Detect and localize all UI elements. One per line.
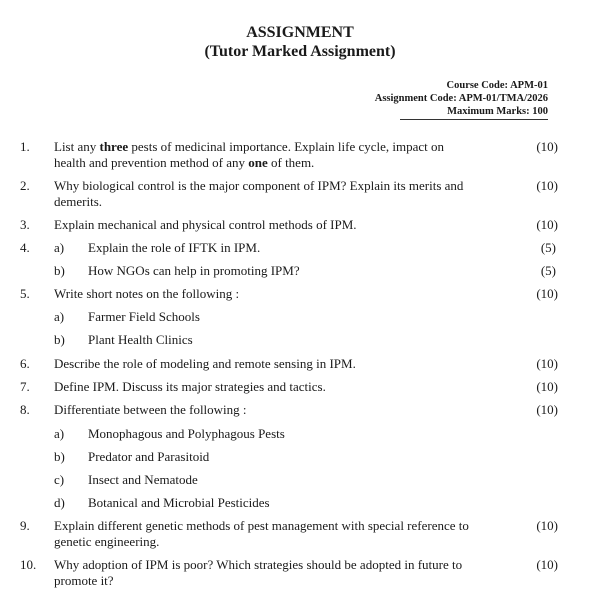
question-number: 8. [20,402,30,417]
question-text: Describe the role of modeling and remote sensing in IPM. [54,356,356,371]
question-marks: (10) [536,356,558,371]
question-number: 9. [20,518,30,533]
question-marks: (10) [536,379,558,394]
sub-label: a) [54,309,65,324]
sub-label: d) [54,495,65,510]
maximum-marks: Maximum Marks: 100 [447,106,548,117]
question-marks: (5) [540,263,556,278]
question-text: Explain different genetic methods of pest management with special reference to [54,518,469,533]
question-text: health and prevention method of any one of them. [54,155,315,170]
question-text: demerits. [54,194,103,209]
question-number: 3. [20,217,30,232]
question-number: 2. [20,178,30,193]
question-text: Why adoption of IPM is poor? Which strategies should be adopted in future to [54,557,463,572]
sub-text: Insect and Nematode [88,472,198,487]
question-text: List any three pests of medicinal importance. Explain life cycle, impact on [54,139,445,154]
question-text: Why biological control is the major component of IPM? Explain its merits and [54,178,464,193]
question-marks: (10) [536,178,558,193]
question-marks: (10) [536,518,558,533]
sub-label: a) [54,426,65,441]
question-text: Explain mechanical and physical control methods of IPM. [54,217,357,232]
sub-text: Farmer Field Schools [88,309,200,324]
sub-text: Explain the role of IFTK in IPM. [88,240,261,255]
course-code: Course Code: APM-01 [446,80,548,91]
sub-text: Monophagous and Polyphagous Pests [88,426,285,441]
sub-text: Predator and Parasitoid [88,449,210,464]
question-marks: (5) [540,240,556,255]
sub-label: b) [54,449,65,464]
sub-text: Botanical and Microbial Pesticides [88,495,270,510]
assignment-code: Assignment Code: APM-01/TMA/2026 [374,93,548,104]
question-marks: (10) [536,286,558,301]
sub-label: b) [54,332,65,347]
sub-label: a) [54,240,65,255]
sub-text: Plant Health Clinics [88,332,193,347]
question-marks: (10) [536,557,558,572]
question-number: 4. [20,240,30,255]
question-number: 6. [20,356,30,371]
sub-label: b) [54,263,65,278]
question-text: Differentiate between the following : [54,402,247,417]
header-rule [400,119,548,120]
sub-text: How NGOs can help in promoting IPM? [88,263,300,278]
question-number: 10. [20,557,37,572]
question-marks: (10) [536,139,558,154]
question-number: 1. [20,139,30,154]
assignment-title: ASSIGNMENT [246,24,354,41]
question-text: Define IPM. Discuss its major strategies and tactics. [54,379,326,394]
sub-label: c) [54,472,65,487]
question-text: genetic engineering. [54,534,160,549]
question-number: 5. [20,286,30,301]
assignment-subtitle: (Tutor Marked Assignment) [204,43,396,60]
question-number: 7. [20,379,30,394]
question-marks: (10) [536,217,558,232]
question-text: promote it? [54,573,114,588]
question-text: Write short notes on the following : [54,286,240,301]
question-marks: (10) [536,402,558,417]
